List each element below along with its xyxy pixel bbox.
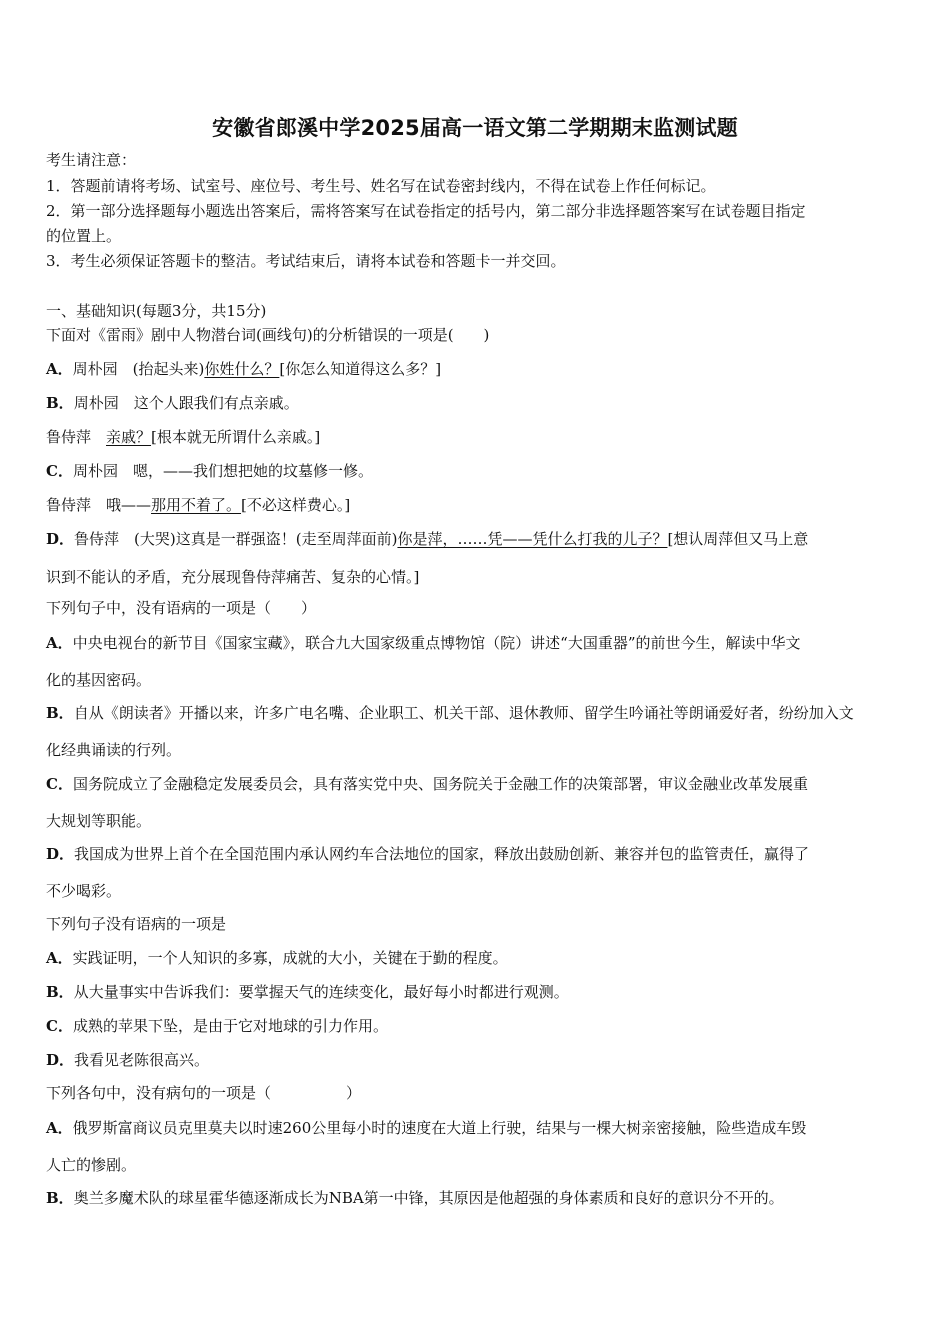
notice-item: 1．答题前请将考场、试室号、座位号、考生号、姓名写在试卷密封线内，不得在试卷上作任何标记。 — [46, 177, 716, 195]
option-text: 周朴园 嗯，——我们想把她的坟墓修一修。 — [72, 462, 373, 480]
option-b-continued — [46, 426, 916, 448]
option-text: 俄罗斯富商议员克里莫夫以时速260公里每小时的速度在大道上行驶，结果与一棵大树亲密接触，险些造成车毁 — [72, 1119, 807, 1137]
section-heading: 一、基础知识(每题3分，共15分) — [46, 302, 267, 320]
notice-item: 的位置上。 — [46, 227, 122, 245]
option-c — [46, 1015, 916, 1037]
option-c-continued: 大规划等职能。 — [46, 812, 152, 830]
option-text: 周朴园 (抬起头来) — [72, 360, 205, 378]
option-label: B． — [46, 983, 74, 1001]
page-title: 安徽省郎溪中学2025届高一语文第二学期期末监测试题 — [212, 116, 738, 140]
option-d — [46, 1049, 916, 1071]
option-d — [46, 528, 916, 550]
notice-item: 3．考生必须保证答题卡的整洁。考试结束后，请将本试卷和答题卡一并交回。 — [46, 252, 566, 270]
underlined-line: 你姓什么？ — [204, 360, 280, 378]
question-stem: 下列各句中，没有病句的一项是（ ） — [46, 1084, 362, 1102]
option-label: D． — [46, 845, 75, 863]
option-text: [根本就无所谓什么亲戚。] — [151, 428, 321, 446]
option-label: C． — [46, 462, 73, 480]
option-text: 实践证明，一个人知识的多寡，成就的大小，关键在于勤的程度。 — [72, 949, 508, 967]
option-text: 从大量事实中告诉我们：要掌握天气的连续变化，最好每小时都进行观测。 — [73, 983, 569, 1001]
option-text: 自从《朗读者》开播以来，许多广电名嘴、企业职工、机关干部、退休教师、留学生吟诵社等朗诵爱好者，纷纷加入文 — [73, 704, 854, 722]
option-text: 周朴园 这个人跟我们有点亲戚。 — [73, 394, 299, 412]
option-b — [46, 702, 916, 724]
option-b — [46, 1187, 916, 1209]
option-text: 我看见老陈很高兴。 — [74, 1051, 210, 1069]
option-b — [46, 392, 916, 414]
option-label: C． — [46, 775, 73, 793]
question-stem: 下列句子中，没有语病的一项是（ ） — [46, 599, 317, 617]
option-text: 我国成为世界上首个在全国范围内承认网约车合法地位的国家，释放出鼓励创新、兼容并包的监管责任，赢得了 — [74, 845, 810, 863]
option-label: A． — [46, 1119, 73, 1137]
option-a-continued: 人亡的惨剧。 — [46, 1156, 137, 1174]
option-text: 国务院成立了金融稳定发展委员会，具有落实党中央、国务院关于金融工作的决策部署，审议金融业改革发展重 — [72, 775, 808, 793]
option-c — [46, 460, 916, 482]
option-b-continued: 化经典诵读的行列。 — [46, 741, 182, 759]
underlined-line: 亲戚？ — [106, 428, 152, 446]
option-text: 鲁侍萍 哦—— — [46, 496, 152, 514]
option-a — [46, 632, 916, 654]
option-label: D． — [46, 1051, 75, 1069]
option-d — [46, 843, 916, 865]
underlined-line: 那用不着了。 — [151, 496, 242, 514]
option-c-continued — [46, 494, 916, 516]
option-text: [不必这样费心。] — [241, 496, 351, 514]
option-c — [46, 773, 916, 795]
option-text: [想认周萍但又马上意 — [667, 530, 809, 548]
option-label: B． — [46, 1189, 74, 1207]
notice-heading: 考生请注意： — [46, 151, 137, 169]
option-a — [46, 1117, 916, 1139]
option-b — [46, 981, 916, 1003]
option-text: 鲁侍萍 (大哭)这真是一群强盗！(走至周萍面前) — [74, 530, 398, 548]
option-label: A． — [46, 360, 73, 378]
option-text: 奥兰多魔术队的球星霍华德逐渐成长为NBA第一中锋，其原因是他超强的身体素质和良好的意识分不开的。 — [73, 1189, 784, 1207]
question-stem: 下面对《雷雨》剧中人物潜台词(画线句)的分析错误的一项是( ) — [46, 326, 490, 344]
option-d-continued: 不少喝彩。 — [46, 882, 122, 900]
option-label: B． — [46, 704, 74, 722]
underlined-line: 你是萍，……凭——凭什么打我的儿子？ — [397, 530, 668, 548]
notice-item: 2．第一部分选择题每小题选出答案后，需将答案写在试卷指定的括号内，第二部分非选择题答案写在试卷题目指定 — [46, 202, 806, 220]
option-text: 中央电视台的新节目《国家宝藏》，联合九大国家级重点博物馆（院）讲述“大国重器”的前世今生，解读中华文 — [72, 634, 801, 652]
option-a — [46, 358, 916, 380]
option-text: 成熟的苹果下坠，是由于它对地球的引力作用。 — [72, 1017, 388, 1035]
option-label: A． — [46, 634, 73, 652]
option-label: B． — [46, 394, 74, 412]
option-a-continued: 化的基因密码。 — [46, 671, 152, 689]
option-label: D． — [46, 530, 75, 548]
option-text: 鲁侍萍 — [46, 428, 107, 446]
option-text: [你怎么知道得这么多？] — [279, 360, 442, 378]
option-label: C． — [46, 1017, 73, 1035]
option-a — [46, 947, 916, 969]
question-stem: 下列句子没有语病的一项是 — [46, 915, 227, 933]
option-d-continued: 识到不能认的矛盾，充分展现鲁侍萍痛苦、复杂的心情。] — [46, 568, 420, 586]
option-label: A． — [46, 949, 73, 967]
